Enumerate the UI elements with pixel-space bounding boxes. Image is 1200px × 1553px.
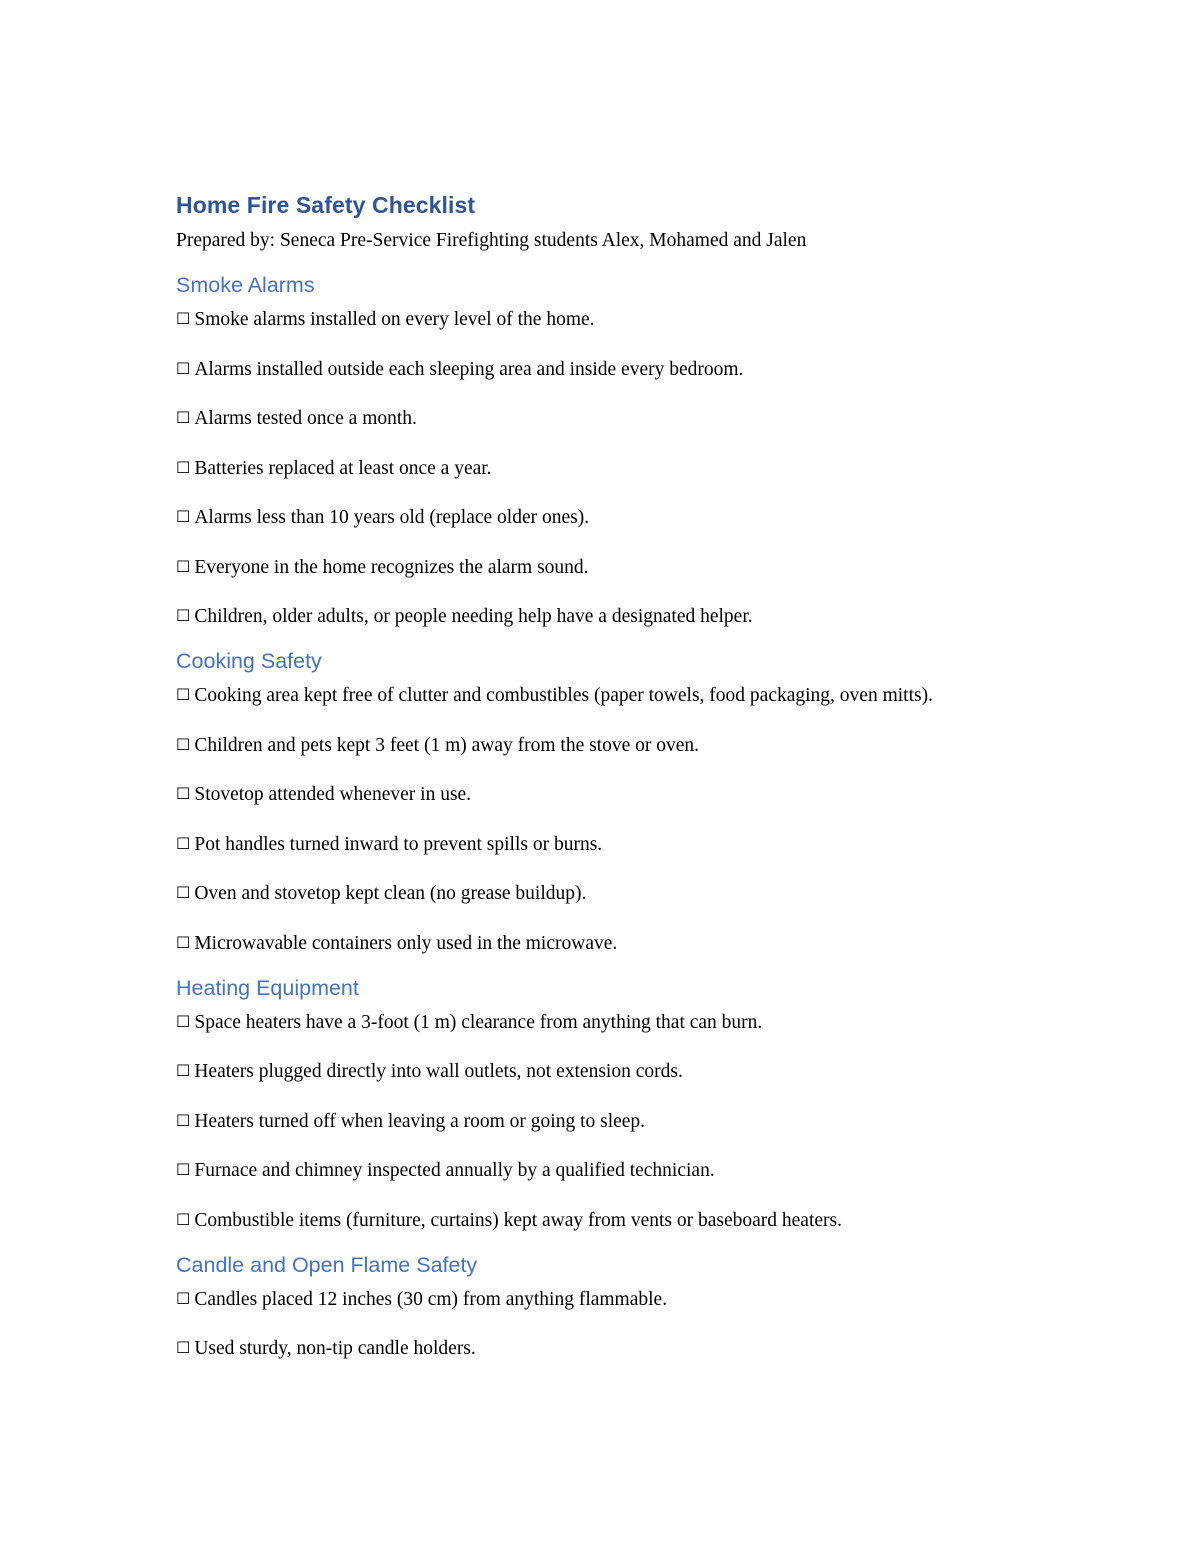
checklist-item [176,1056,1016,1087]
checklist-item-text: Alarms less than 10 years old (replace older ones). [194,507,590,528]
checklist-item [176,354,1016,385]
checkbox-icon[interactable]: ☐ [176,685,191,704]
checklist-item [176,1155,1016,1186]
checklist-item-text: Candles placed 12 inches (30 cm) from anything flammable. [194,1288,668,1310]
section-heating-equipment [176,971,1016,1236]
checkbox-icon[interactable]: ☐ [176,408,191,427]
checkbox-icon[interactable]: ☐ [176,734,191,754]
checkbox-icon[interactable]: ☐ [176,1160,191,1179]
checkbox-icon[interactable]: ☐ [176,1110,191,1130]
checklist-item-text: Stovetop attended whenever in use. [194,784,472,805]
section-heading: Candle and Open Flame Safety [176,1252,478,1277]
checkbox-icon[interactable]: ☐ [176,784,191,803]
checklist-item-text: Alarms tested once a month. [194,408,417,429]
checklist-item-text: Combustible items (furniture, curtains) kept away from vents or baseboard heaters. [194,1209,842,1231]
checklist-item [176,601,1016,632]
checkbox-icon[interactable]: ☐ [176,833,191,853]
checklist-item-text: Cooking area kept free of clutter and combustibles (paper towels, food packaging, oven mitts). [194,685,933,706]
document-page [176,188,1016,1364]
checklist-item-text: Alarms installed outside each sleeping area and inside every bedroom. [194,358,744,380]
checklist-item [176,928,1016,959]
checklist-item-text: Children and pets kept 3 feet (1 m) away from the stove or oven. [194,734,700,756]
checkbox-icon[interactable]: ☐ [176,556,191,576]
checklist-item [176,1333,1016,1364]
checklist-item [176,552,1016,583]
checklist-item-text: Used sturdy, non-tip candle holders. [194,1338,476,1359]
checklist-item [176,304,1016,335]
checkbox-icon[interactable]: ☐ [176,1061,191,1080]
checklist-item [176,1007,1016,1038]
checklist-item [176,779,1016,810]
checklist-item-text: Everyone in the home recognizes the alarm sound. [194,556,589,578]
checkbox-icon[interactable]: ☐ [176,309,191,328]
checkbox-icon[interactable]: ☐ [176,932,191,952]
checklist-item [176,1106,1016,1137]
checkbox-icon[interactable]: ☐ [176,507,191,526]
checklist-item-text: Space heaters have a 3-foot (1 m) clearance from anything that can burn. [194,1011,763,1033]
checklist-item [176,829,1016,860]
checklist-item-text: Children, older adults, or people needing help have a designated helper. [194,606,753,627]
checkbox-icon[interactable]: ☐ [176,1209,191,1229]
checkbox-icon[interactable]: ☐ [176,606,191,625]
checklist-item-text: Microwavable containers only used in the microwave. [194,932,618,954]
section-candle-open-flame-safety [176,1248,1016,1365]
section-heading: Smoke Alarms [176,273,315,297]
checklist-item-text: Oven and stovetop kept clean (no grease buildup). [194,883,587,904]
checklist-item [176,1205,1016,1236]
section-cooking-safety [176,644,1016,959]
checkbox-icon[interactable]: ☐ [176,1338,191,1357]
checklist-item [176,1284,1016,1315]
checklist-item-text: Heaters plugged directly into wall outlets, not extension cords. [194,1061,683,1082]
section-heading: Heating Equipment [176,975,359,1000]
checklist-item-text: Batteries replaced at least once a year. [194,457,492,479]
checklist-item-text: Furnace and chimney inspected annually by a qualified technician. [194,1160,715,1181]
checklist-item-text: Smoke alarms installed on every level of the home. [194,309,595,330]
checklist-item [176,680,1016,711]
checkbox-icon[interactable]: ☐ [176,883,191,902]
section-smoke-alarms [176,268,1016,632]
checkbox-icon[interactable]: ☐ [176,1288,191,1308]
checklist-item [176,453,1016,484]
checklist-item-text: Heaters turned off when leaving a room or going to sleep. [194,1110,646,1132]
checklist-item [176,403,1016,434]
checklist-item-text: Pot handles turned inward to prevent spills or burns. [194,833,603,855]
checklist-item [176,878,1016,909]
checkbox-icon[interactable]: ☐ [176,1011,191,1031]
checkbox-icon[interactable]: ☐ [176,457,191,477]
checklist-item [176,502,1016,533]
checklist-item [176,730,1016,761]
section-heading: Cooking Safety [176,649,322,673]
prepared-by-line: Prepared by: Seneca Pre-Service Firefighting students Alex, Mohamed and Jalen [176,230,807,251]
checkbox-icon[interactable]: ☐ [176,358,191,378]
document-title: Home Fire Safety Checklist [176,192,476,218]
